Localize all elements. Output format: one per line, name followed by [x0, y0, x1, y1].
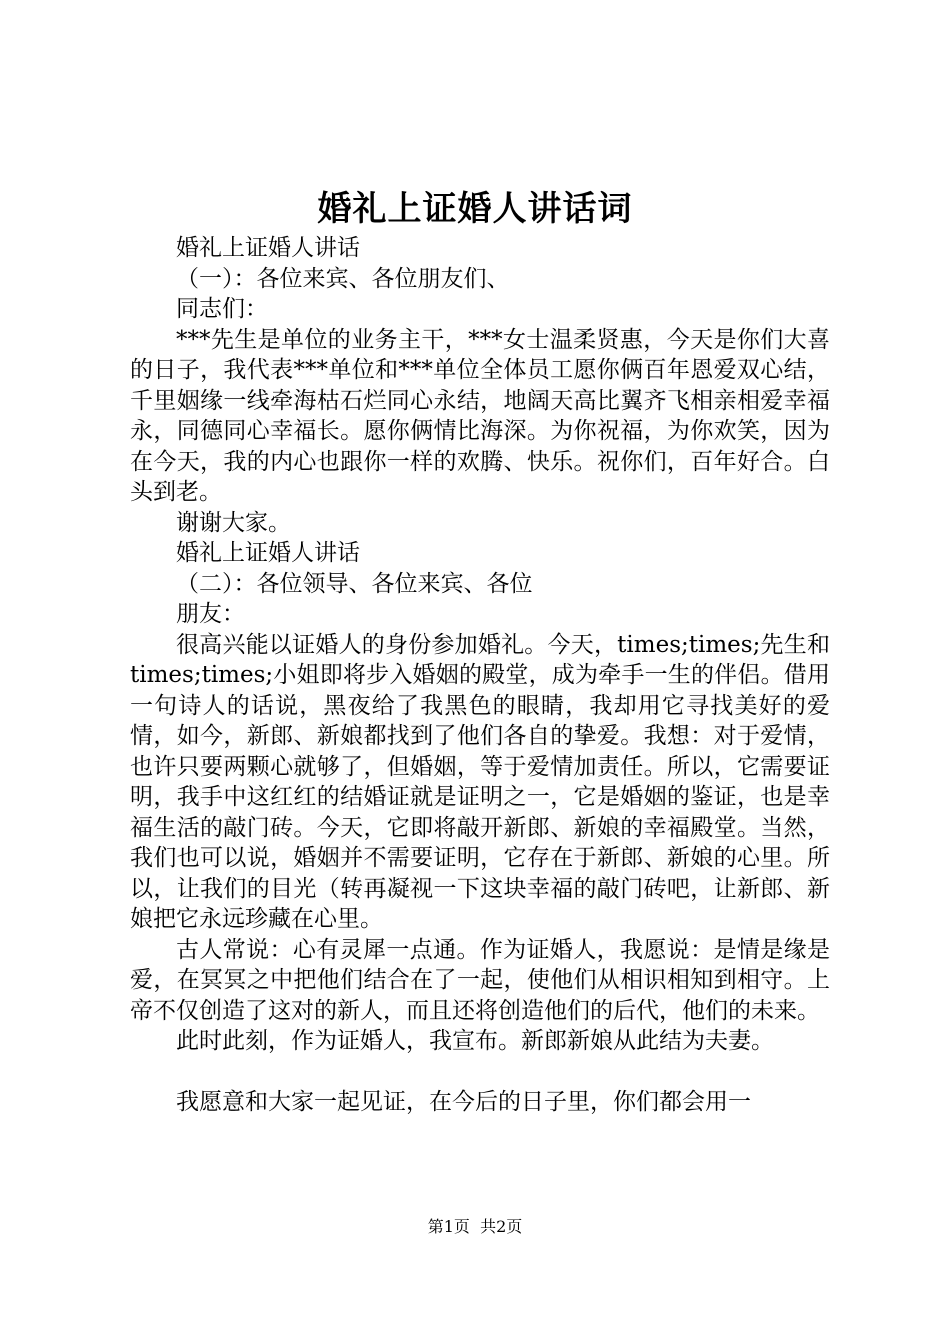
paragraph: ***先生是单位的业务主干，***女士温柔贤惠，今天是你们大喜的日子，我代表***单位和***单位全体员工愿你俩百年恩爱双心结，千里姻缘一线牵海枯石烂同心永结，地阔天高比翼齐飞相亲相爱幸福永，同德同心幸福长。愿你俩情比海深。为你祝福，为你欢笑，因为在今天，我的内心也跟你一样的欢腾、快乐。祝你们，百年好合。白头到老。	[130, 326, 830, 505]
document-body	[130, 233, 830, 1118]
paragraph: 谢谢大家。	[176, 509, 291, 536]
paragraph: （一）：各位来宾、各位朋友们、	[176, 265, 510, 292]
paragraph: 我愿意和大家一起见证，在今后的日子里，你们都会用一	[176, 1089, 751, 1115]
page-footer	[0, 1216, 950, 1238]
paragraph: 朋友：	[176, 601, 245, 627]
paragraph: 同志们：	[176, 296, 268, 322]
paragraph: 此时此刻，作为证婚人，我宣布。新郎新娘从此结为夫妻。	[176, 1028, 774, 1054]
paragraph: 婚礼上证婚人讲话	[176, 540, 360, 566]
paragraph: 婚礼上证婚人讲话	[176, 235, 360, 261]
page-number: 第1页 共2页	[427, 1217, 523, 1236]
document-title: 婚礼上证婚人讲话词	[317, 189, 633, 229]
paragraph: （二）：各位领导、各位来宾、各位	[176, 570, 533, 597]
paragraph: 古人常说：心有灵犀一点通。作为证婚人，我愿说：是情是缘是爱，在冥冥之中把他们结合在了一起，使他们从相识相知到相守。上帝不仅创造了这对的新人，而且还将创造他们的后代，他们的未来。	[130, 936, 830, 1024]
paragraph: 很高兴能以证婚人的身份参加婚礼。今天，times;times;先生和times;times;小姐即将步入婚姻的殿堂，成为牵手一生的伴侣。借用一句诗人的话说，黑夜给了我黑色的眼睛，我却用它寻找美好的爱情，如今，新郎、新娘都找到了他们各自的挚爱。我想：对于爱情，也许只要两颗心就够了，但婚姻，等于爱情加责任。所以，它需要证明，我手中这红红的结婚证就是证明之一，它是婚姻的鉴证，也是幸福生活的敲门砖。今天，它即将敲开新郎、新娘的幸福殿堂。当然，我们也可以说，婚姻并不需要证明，它存在于新郎、新娘的心里。所以，让我们的目光（转再凝视一下这块幸福的敲门砖吧，让新郎、新娘把它永远珍藏在心里。	[130, 631, 830, 932]
